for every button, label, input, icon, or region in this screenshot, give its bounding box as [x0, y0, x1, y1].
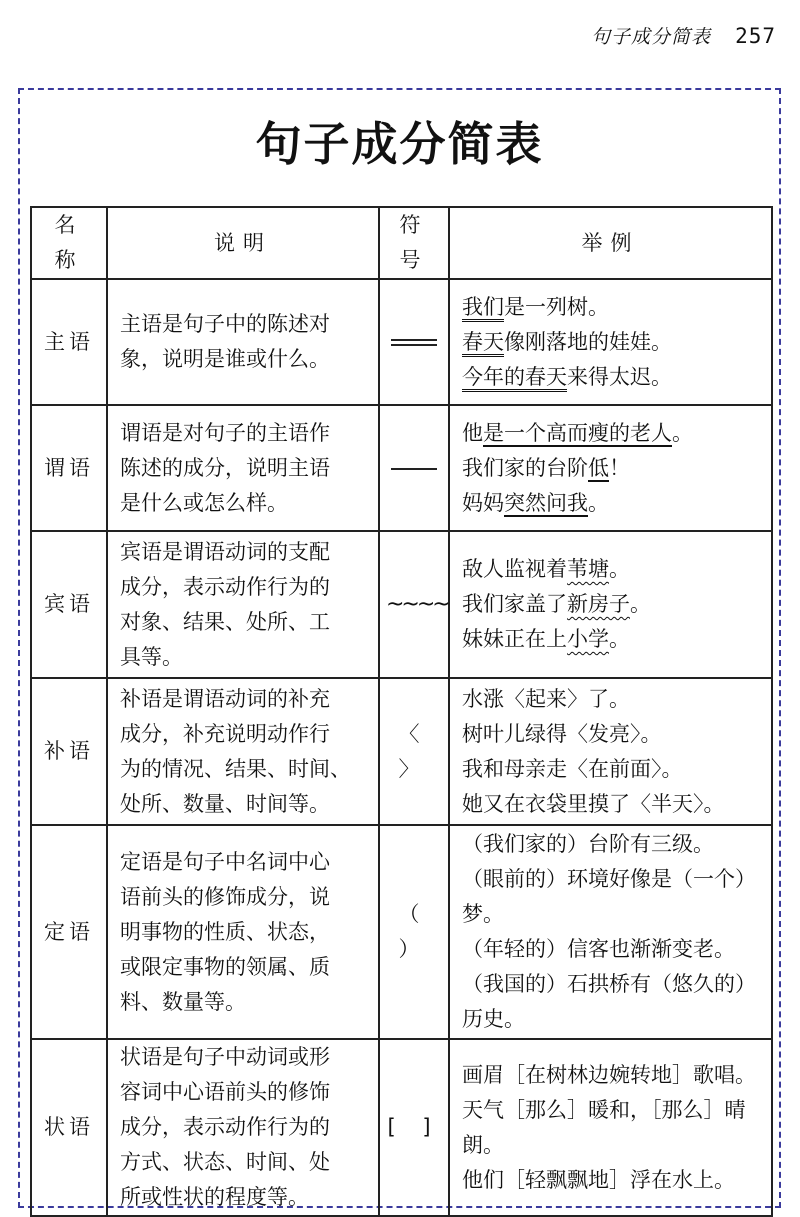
table-row: [31, 279, 772, 405]
component-name: 状语: [31, 1039, 107, 1216]
explanation-line: 具等。: [120, 644, 183, 669]
explanation-line: 状语是句子中动词或形: [120, 1045, 330, 1069]
explanation-line: 补语是谓语动词的补充: [120, 686, 330, 711]
component-symbol: [379, 1039, 449, 1216]
explanation-line: 主语是句子中的陈述对: [120, 312, 330, 336]
explanation-line: 陈述的成分，说明主语: [120, 455, 330, 480]
explanation-line: 为的情况、结果、时间、: [120, 756, 351, 781]
example-line: [462, 1128, 759, 1163]
example-line: [462, 1002, 759, 1037]
table-row: [31, 405, 772, 531]
example-segment: 是一个高而瘦的老人: [483, 420, 672, 445]
component-name: 主语: [31, 279, 107, 405]
example-line: [462, 897, 759, 932]
running-head: [591, 22, 776, 49]
example-segment: 低: [588, 455, 609, 480]
sentence-components-table: [30, 206, 773, 1217]
explanation-line: 成分，补充说明动作行: [120, 721, 330, 746]
explanation-line: 宾语是谓语动词的支配: [120, 539, 330, 564]
component-explanation: [107, 531, 379, 678]
header-name: 名称: [31, 207, 107, 279]
component-symbol: [379, 279, 449, 405]
example-line: [462, 552, 759, 587]
example-line: [462, 360, 759, 395]
example-segment: 像刚落地的娃娃。: [504, 329, 672, 354]
symbol-mark: [391, 468, 437, 470]
example-line: [462, 717, 759, 752]
component-symbol: [379, 825, 449, 1039]
table-row: [31, 531, 772, 678]
header-symbol: 符号: [379, 207, 449, 279]
example-segment: 树叶儿绿得〈发亮〉。: [462, 721, 662, 746]
example-segment: 春天: [462, 329, 504, 354]
example-segment: 历史。: [462, 1007, 525, 1031]
example-segment: ！: [609, 455, 630, 480]
symbol-mark: [ ]: [387, 1115, 441, 1139]
example-line: [462, 787, 759, 822]
example-line: [462, 1058, 759, 1093]
table-row: [31, 678, 772, 825]
symbol-mark: [391, 339, 437, 346]
example-segment: （年轻的）信客也渐渐变老。: [462, 937, 735, 961]
example-line: [462, 1093, 759, 1128]
component-explanation: [107, 405, 379, 531]
component-name: 谓语: [31, 405, 107, 531]
component-explanation: [107, 1039, 379, 1216]
table-row: [31, 825, 772, 1039]
example-line: [462, 1163, 759, 1198]
example-line: [462, 622, 759, 657]
example-segment: 今年的春天: [462, 364, 567, 389]
explanation-line: 定语是句子中名词中心: [120, 849, 330, 874]
example-segment: 苇塘: [567, 557, 609, 581]
explanation-line: 对象、结果、处所、工: [120, 609, 330, 634]
example-segment: 我和母亲走〈在前面〉。: [462, 756, 683, 781]
explanation-line: 处所、数量、时间等。: [120, 791, 330, 816]
component-symbol: [379, 405, 449, 531]
example-segment: 画眉［在树林边婉转地］歌唱。: [462, 1062, 756, 1087]
component-name: 定语: [31, 825, 107, 1039]
explanation-line: 方式、状态、时间、处: [120, 1150, 330, 1174]
running-head-title: 句子成分简表: [591, 26, 712, 48]
symbol-mark: ~~~~: [386, 592, 448, 617]
component-examples: [449, 279, 772, 405]
example-line: [462, 682, 759, 717]
example-segment: 来得太迟。: [567, 364, 672, 389]
component-name: 补语: [31, 678, 107, 825]
example-segment: 我们家的台阶: [462, 455, 588, 480]
explanation-line: 谓语是对句子的主语作: [120, 420, 330, 445]
example-segment: 我们: [462, 294, 504, 319]
component-explanation: [107, 678, 379, 825]
component-explanation: [107, 825, 379, 1039]
component-examples: [449, 531, 772, 678]
explanation-line: 或限定事物的领属、质: [120, 954, 330, 979]
explanation-line: 是什么或怎么样。: [120, 490, 288, 515]
example-line: [462, 451, 759, 486]
example-line: [462, 587, 759, 622]
example-segment: 他们［轻飘飘地］浮在水上。: [462, 1167, 735, 1192]
example-segment: （我们家的）台阶有三级。: [462, 832, 714, 856]
component-name: 宾语: [31, 531, 107, 678]
explanation-line: 语前头的修饰成分，说: [120, 884, 330, 909]
symbol-mark: （ ）: [398, 902, 430, 961]
component-symbol: [379, 531, 449, 678]
example-segment: 突然问我: [504, 490, 588, 515]
example-segment: 敌人监视着: [462, 557, 567, 581]
example-segment: 。: [630, 592, 651, 616]
example-line: [462, 486, 759, 521]
example-segment: 他: [462, 420, 483, 445]
explanation-line: 所或性状的程度等。: [120, 1185, 309, 1209]
example-line: [462, 932, 759, 967]
example-line: [462, 290, 759, 325]
explanation-line: 明事物的性质、状态，: [120, 919, 330, 944]
explanation-line: 料、数量等。: [120, 989, 246, 1014]
example-segment: 小学: [567, 627, 609, 651]
header-examples: 举例: [449, 207, 772, 279]
example-line: [462, 416, 759, 451]
component-explanation: [107, 279, 379, 405]
component-symbol: [379, 678, 449, 825]
table-row: [31, 1039, 772, 1216]
example-segment: 新房子: [567, 592, 630, 616]
example-segment: 天气［那么］暖和，［那么］晴: [462, 1097, 746, 1122]
dashed-frame: [18, 88, 781, 1208]
example-segment: 妈妈: [462, 490, 504, 515]
header-explanation: 说明: [107, 207, 379, 279]
example-segment: 水涨〈起来〉了。: [462, 686, 630, 711]
example-line: [462, 862, 759, 897]
explanation-line: 成分，表示动作行为的: [120, 574, 330, 599]
table-body: [31, 279, 772, 1216]
explanation-line: 成分，表示动作行为的: [120, 1115, 330, 1139]
example-line: [462, 325, 759, 360]
component-examples: [449, 1039, 772, 1216]
component-examples: [449, 405, 772, 531]
example-segment: （我国的）石拱桥有（悠久的）: [462, 972, 756, 996]
component-examples: [449, 825, 772, 1039]
example-line: [462, 752, 759, 787]
example-line: [462, 967, 759, 1002]
example-segment: 妹妹正在上: [462, 627, 567, 651]
example-line: [462, 827, 759, 862]
component-examples: [449, 678, 772, 825]
example-segment: 。: [609, 557, 630, 581]
page-number: 257: [735, 24, 776, 48]
example-segment: 梦。: [462, 902, 504, 926]
example-segment: 是一列树。: [504, 294, 609, 319]
example-segment: 朗。: [462, 1132, 504, 1157]
table-header-row: [31, 207, 772, 279]
explanation-line: 容词中心语前头的修饰: [120, 1080, 330, 1104]
symbol-mark: 〈 〉: [398, 721, 430, 781]
page-title: 句子成分简表: [255, 117, 544, 171]
explanation-line: 象，说明是谁或什么。: [120, 347, 330, 371]
example-segment: 我们家盖了: [462, 592, 567, 616]
example-segment: 。: [588, 490, 609, 515]
example-segment: 。: [672, 420, 693, 445]
example-segment: （眼前的）环境好像是（一个）: [462, 867, 756, 891]
example-segment: 。: [609, 627, 630, 651]
example-segment: 她又在衣袋里摸了〈半天〉。: [462, 791, 725, 816]
